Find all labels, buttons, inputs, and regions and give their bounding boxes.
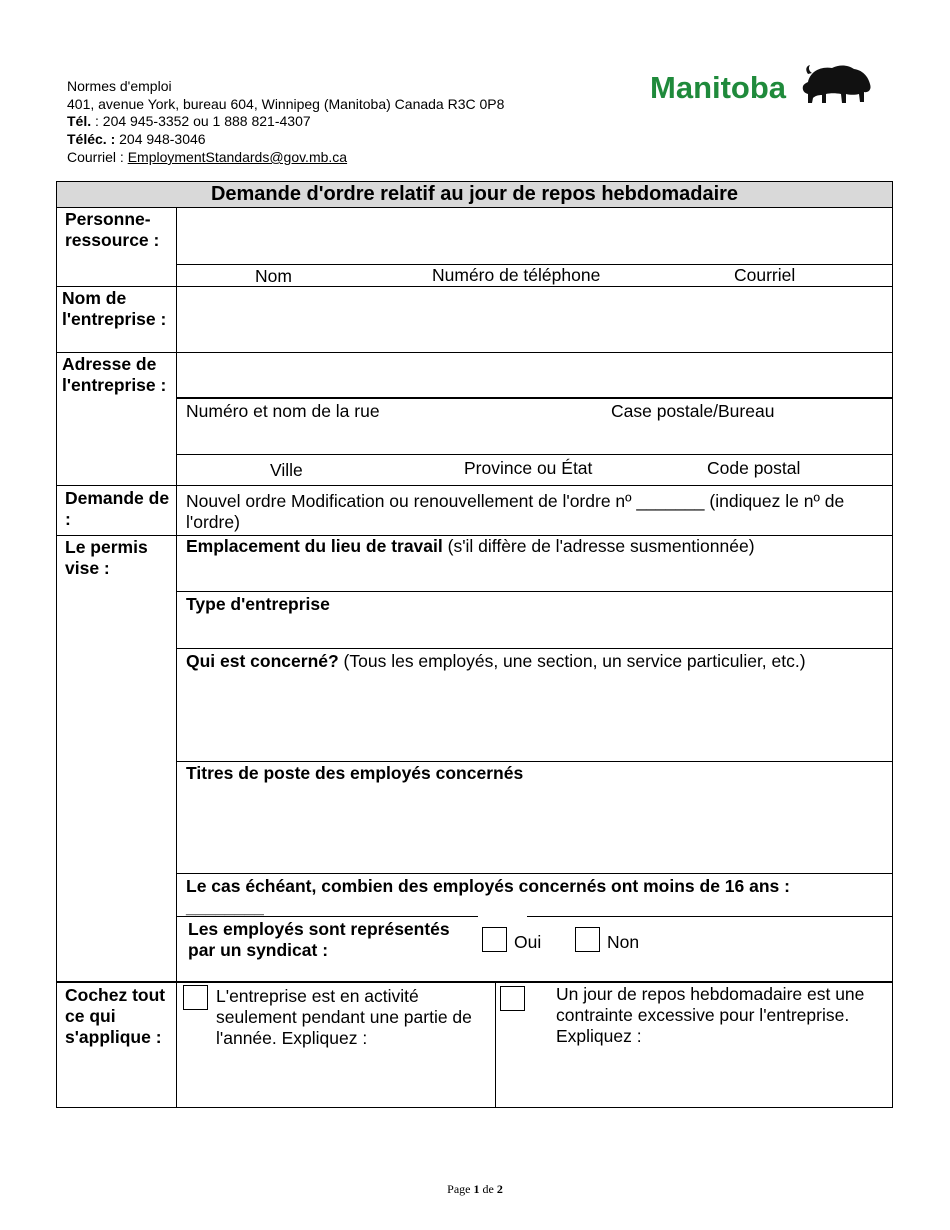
table-divider (56, 207, 893, 208)
header-fax (67, 131, 206, 149)
header-org: Normes d'emploi (67, 78, 172, 94)
bison-icon (803, 65, 871, 103)
location-question-rest: (s'il diffère de l'adresse susmentionnée) (442, 536, 755, 556)
fax-label: Téléc. : (67, 131, 116, 147)
footer-total: 2 (496, 1182, 503, 1196)
contact-label: Personne-ressource : (65, 209, 160, 250)
page-footer (0, 1182, 950, 1197)
seasonal-option-text: L'entreprise est en activité seulement pendant une partie de l'année. Expliquez : (216, 986, 472, 1048)
contact-name-caption: Nom (255, 266, 292, 286)
permit-divider (176, 761, 893, 762)
email-label: Courriel : (67, 149, 128, 165)
table-col-divider (176, 207, 177, 1108)
company-name-label: Nom de l'entreprise : (62, 288, 167, 329)
union-question: Les employés sont représentés par un syndicat : (188, 919, 450, 960)
union-yes-checkbox[interactable] (482, 927, 507, 952)
fax-value: 204 948-3046 (115, 131, 206, 147)
permit-divider (176, 591, 893, 592)
request-text: Nouvel ordre Modification ou renouvellement de l'ordre nº _______ (indiquez le nº de l'ordre) (186, 491, 845, 532)
table-border-bottom (56, 1107, 893, 1108)
job-titles-question: Titres de poste des employés concernés (186, 763, 524, 783)
header-tel (67, 113, 311, 131)
row-divider (56, 981, 893, 983)
logo-wordmark: Manitoba (650, 70, 787, 105)
business-type-question: Type d'entreprise (186, 594, 330, 614)
form-title: Demande d'ordre relatif au jour de repos hebdomadaire (210, 183, 739, 205)
postal-caption: Code postal (707, 458, 801, 478)
table-border-right (892, 181, 893, 1108)
header-email (67, 149, 347, 167)
company-address-field[interactable] (178, 354, 890, 396)
check-label: Cochez tout ce qui s'applique : (65, 985, 166, 1047)
union-no-label: Non (607, 932, 640, 952)
address-underline (176, 454, 893, 455)
contact-field[interactable] (178, 209, 890, 263)
company-name-field[interactable] (178, 288, 890, 350)
union-yes-label: Oui (514, 932, 542, 952)
contact-phone-caption: Numéro de téléphone (432, 265, 601, 285)
address-underline (176, 397, 893, 399)
hardship-checkbox[interactable] (500, 986, 525, 1011)
table-border-top (56, 181, 893, 182)
city-caption: Ville (270, 460, 303, 480)
request-label: Demande de : (65, 488, 170, 529)
contact-email-caption: Courriel (734, 265, 796, 285)
under16-question: Le cas échéant, combien des employés concernés ont moins de 16 ans : ________ (186, 876, 790, 917)
manitoba-logo (650, 60, 875, 110)
company-address-label: Adresse de l'entreprise : (62, 354, 167, 395)
row-divider (56, 485, 893, 486)
tel-value: : 204 945-3352 ou 1 888 821-4307 (91, 113, 311, 129)
who-question-rest: (Tous les employés, une section, un service particulier, etc.) (338, 651, 806, 671)
who-question-bold: Qui est concerné? (186, 651, 339, 671)
permit-divider (176, 648, 893, 649)
union-no-checkbox[interactable] (575, 927, 600, 952)
seasonal-checkbox[interactable] (183, 985, 208, 1010)
footer-middle: de (479, 1182, 497, 1196)
footer-page: 1 (473, 1182, 480, 1196)
table-border-left (56, 181, 57, 1108)
hardship-option-text: Un jour de repos hebdomadaire est une contrainte excessive pour l'entreprise. Expliquez : (556, 984, 865, 1046)
footer-prefix: Page (447, 1182, 474, 1196)
permit-divider (176, 873, 893, 874)
email-link[interactable]: EmploymentStandards@gov.mb.ca (127, 149, 348, 165)
tel-label: Tél. (67, 113, 92, 129)
location-question-bold: Emplacement du lieu de travail (186, 536, 443, 556)
province-caption: Province ou État (464, 458, 593, 478)
check-col-divider (495, 982, 496, 1108)
header-address: 401, avenue York, bureau 604, Winnipeg (Manitoba) Canada R3C 0P8 (67, 96, 505, 112)
city-field[interactable] (178, 424, 890, 453)
row-divider (56, 286, 893, 287)
po-box-caption: Case postale/Bureau (611, 401, 775, 421)
permit-label: Le permis vise : (65, 537, 148, 578)
location-question (186, 536, 886, 557)
street-caption: Numéro et nom de la rue (186, 401, 380, 421)
row-divider (56, 352, 893, 353)
who-question (186, 651, 886, 672)
